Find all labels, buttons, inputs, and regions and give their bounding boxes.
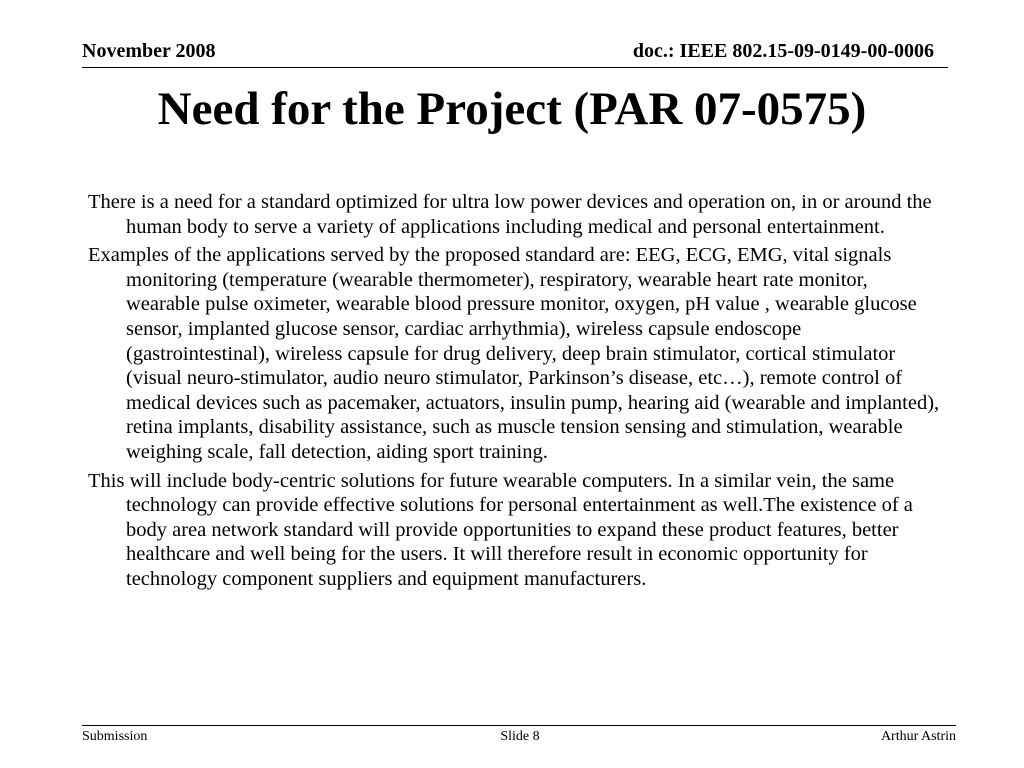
slide-title: Need for the Project (PAR 07-0575) — [157, 83, 867, 135]
header-date: November 2008 — [82, 40, 216, 62]
footer-author: Arthur Astrin — [880, 729, 956, 744]
footer-divider — [82, 725, 956, 726]
body-paragraph-examples: Examples of the applications served by the proposed standard are: EEG, ECG, EMG, vital signals monitoring (temperature (wearable thermometer), respiratory, wearable heart rate monitor, wearable pulse oximeter, wearable blood pressure monitor, oxygen, pH value , wearable glucose sensor, implanted glucose sensor, cardiac arrhythmia), wireless capsule endoscope (gastrointestinal), wireless capsule for drug delivery, deep brain stimulator, cortical stimulator (visual neuro-stimulator, audio neuro stimulator, Parkinson’s disease, etc…), remote control of medical devices such as pacemaker, actuators, insulin pump, hearing aid (wearable and implanted), retina implants, disability assistance, such as muscle tension sensing and stimulation, wearable weighing scale, fall detection, aiding sport training. — [88, 244, 940, 463]
header-divider — [82, 67, 948, 68]
header-doc-id: doc.: IEEE 802.15-09-0149-00-0006 — [632, 40, 934, 62]
body-paragraph-need: There is a need for a standard optimized for ultra low power devices and operation on, in or around the human body to serve a variety of applications including medical and personal entertainment. — [88, 191, 932, 238]
footer-submission: Submission — [82, 729, 148, 744]
body-paragraph-body-centric: This will include body-centric solutions for future wearable computers. In a similar vein, the same technology can provide effective solutions for personal entertainment as well.The existence of a body area network standard will provide opportunities to expand these product features, better healthcare and well being for the users. It will therefore result in economic opportunity for technology component suppliers and equipment manufacturers. — [88, 469, 913, 590]
slide-body — [88, 190, 944, 596]
footer-slide-number: Slide 8 — [500, 729, 540, 744]
